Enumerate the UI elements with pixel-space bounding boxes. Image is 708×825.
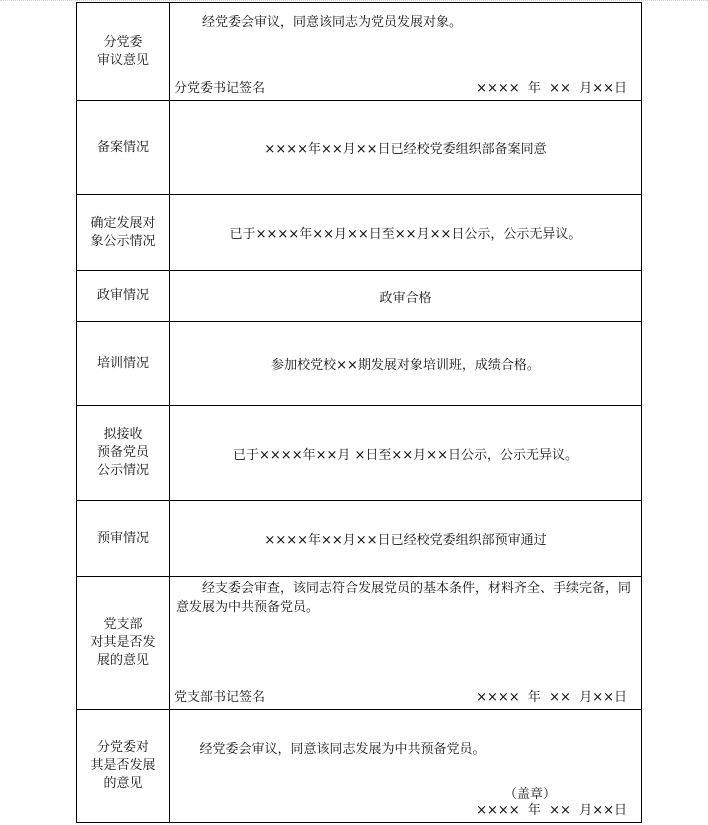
content-political-review: 政审合格	[170, 271, 642, 322]
label-line: 对其是否发	[90, 635, 156, 650]
label-line: 政审情况	[96, 288, 149, 303]
content-branch-committee-final-opinion	[170, 710, 642, 823]
row-party-branch-opinion	[77, 577, 642, 710]
label-line: 党支部	[103, 617, 143, 632]
row-training	[77, 322, 642, 406]
label-probationary-member-publicity	[77, 406, 170, 501]
party-development-form-table	[76, 2, 642, 823]
branch-opinion-text: 经支委会审查，该同志符合发展党员的基本条件，材料齐全、手续完备，同意发展为中共预备党员。	[176, 581, 632, 615]
label-political-review	[77, 271, 170, 322]
label-line: 培训情况	[96, 355, 149, 371]
label-line: 的意见	[103, 776, 143, 791]
final-opinion-text: 经党委会审议，同意该同志发展为中共预备党员。	[199, 742, 486, 757]
signature-label: 党支部书记签名	[174, 690, 266, 705]
label-line: 预审情况	[96, 530, 149, 546]
content-party-branch-opinion	[170, 577, 642, 710]
row-political-review	[77, 271, 642, 322]
review-opinion-text: 经党委会审议，同意该同志为党员发展对象。	[202, 15, 463, 30]
label-filing-status	[77, 101, 170, 195]
signature-label: 分党委书记签名	[174, 81, 266, 96]
content-development-target-publicity: 已于××××年××月××日至××月××日公示，公示无异议。	[170, 195, 642, 271]
label-line: 公示情况	[96, 463, 149, 478]
label-line: 分党委	[103, 34, 143, 50]
signature-date: ×××× 年 ×× 月××日	[476, 803, 627, 818]
seal-label: （盖章）	[504, 787, 557, 802]
label-line: 预备党员	[96, 445, 149, 460]
row-branch-committee-final-opinion	[77, 710, 642, 823]
content-branch-committee-review	[170, 3, 642, 101]
content-filing-status: ××××年××月××日已经校党委组织部备案同意	[170, 101, 642, 195]
label-line: 确定发展对	[90, 215, 156, 231]
label-line: 审议意见	[96, 52, 149, 68]
label-training	[77, 322, 170, 406]
content-probationary-member-publicity: 已于××××年××月 ×日至××月××日公示，公示无异议。	[170, 406, 642, 501]
signature-date: ×××× 年 ×× 月××日	[476, 81, 627, 96]
label-line: 备案情况	[96, 139, 149, 155]
label-line: 其是否发展	[90, 758, 156, 773]
content-training: 参加校党校××期发展对象培训班，成绩合格。	[170, 322, 642, 406]
label-branch-committee-final-opinion	[77, 710, 170, 823]
label-line: 展的意见	[96, 653, 149, 668]
content-pre-review: ××××年××月××日已经校党委组织部预审通过	[170, 501, 642, 577]
label-branch-committee-review	[77, 3, 170, 101]
row-probationary-member-publicity	[77, 406, 642, 501]
label-line: 象公示情况	[90, 233, 156, 249]
label-party-branch-opinion	[77, 577, 170, 710]
label-pre-review	[77, 501, 170, 577]
label-line: 分党委对	[96, 740, 149, 755]
row-filing-status	[77, 101, 642, 195]
row-pre-review	[77, 501, 642, 577]
signature-date: ×××× 年 ×× 月××日	[476, 690, 627, 705]
row-development-target-publicity	[77, 195, 642, 271]
row-branch-committee-review	[77, 3, 642, 101]
label-development-target-publicity	[77, 195, 170, 271]
label-line: 拟接收	[103, 427, 143, 442]
